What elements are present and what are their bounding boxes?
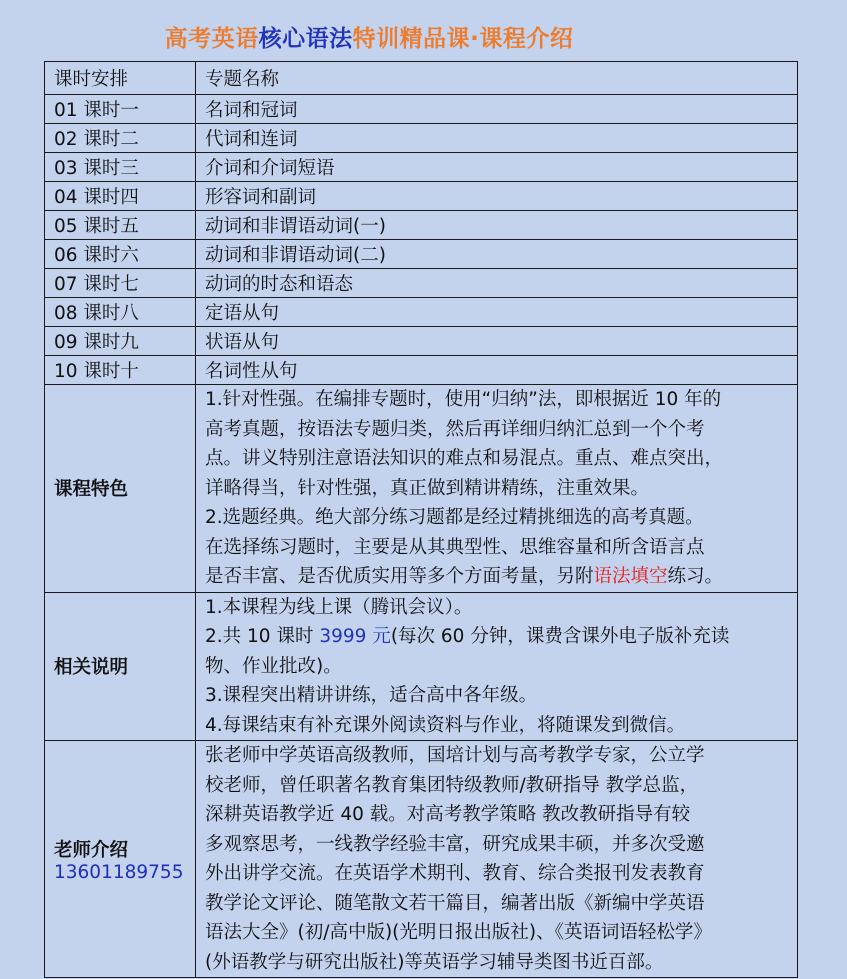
table-row — [45, 124, 798, 153]
features-last-before: 是否丰富、是否优质实用等多个方面考量，另附 — [205, 566, 594, 587]
notes-row — [45, 592, 798, 741]
features-line: 高考真题，按语法专题归类，然后再详细归纳汇总到一个个考 — [205, 418, 705, 440]
notes-line: 物、作业批改)。 — [205, 655, 342, 677]
features-line: 1.针对性强。在编排专题时，使用“归纳”法，即根据近 10 年的 — [205, 389, 722, 410]
table-row — [45, 95, 798, 124]
features-line-last — [205, 562, 797, 592]
lesson-topic: 状语从句 — [196, 327, 798, 356]
teacher-line: 语法大全》(初/高中版)(光明日报出版社)、《英语词语轻松学》 — [205, 922, 712, 943]
lesson-period: 05 课时五 — [45, 211, 196, 240]
teacher-label-cell — [45, 741, 196, 978]
lesson-topic: 动词和非谓语动词(一) — [196, 211, 798, 240]
lesson-period: 08 课时八 — [45, 298, 196, 327]
lesson-period: 03 课时三 — [45, 153, 196, 182]
lesson-period: 04 课时四 — [45, 182, 196, 211]
notes-line: 3.课程突出精讲讲练，适合高中各年级。 — [205, 685, 538, 706]
notes-line: 4.每课结束有补充课外阅读资料与作业，将随课发到微信。 — [205, 714, 686, 736]
title-part-3: 特训精品课·课程介绍 — [352, 26, 574, 52]
lesson-topic: 定语从句 — [196, 298, 798, 327]
teacher-row — [45, 741, 798, 978]
table-row — [45, 153, 798, 182]
lesson-period: 02 课时二 — [45, 124, 196, 153]
lesson-topic: 代词和连词 — [196, 124, 798, 153]
table-row — [45, 298, 798, 327]
notes-line: 1.本课程为线上课（腾讯会议）。 — [205, 596, 473, 618]
table-header-row — [45, 62, 798, 95]
features-line: 详略得当，针对性强，真正做到精讲精练，注重效果。 — [205, 477, 650, 499]
notes-text — [196, 592, 798, 741]
teacher-line: 多观察思考，一线教学经验丰富，研究成果丰硕，并多次受邀 — [205, 833, 705, 855]
teacher-text — [196, 741, 798, 978]
lesson-topic: 名词和冠词 — [196, 95, 798, 124]
teacher-phone[interactable]: 13601189755 — [54, 861, 184, 883]
notes-label: 相关说明 — [45, 592, 196, 741]
features-text — [196, 385, 798, 593]
grammar-fill-highlight: 语法填空 — [593, 566, 668, 587]
teacher-line: 教学论文评论、随笔散文若干篇目，编著出版《新编中学英语 — [205, 892, 705, 914]
title-part-1: 高考英语 — [164, 26, 259, 52]
table-row — [45, 269, 798, 298]
lesson-period: 07 课时七 — [45, 269, 196, 298]
features-line: 在选择练习题时，主要是从其典型性、思维容量和所含语言点 — [205, 536, 705, 558]
title-part-2: 核心语法 — [258, 26, 353, 52]
table-row — [45, 211, 798, 240]
notes-line — [205, 622, 797, 652]
lesson-topic: 形容词和副词 — [196, 182, 798, 211]
features-last-after: 练习。 — [667, 566, 724, 587]
teacher-line: 校老师，曾任职著名教育集团特级教师/教研指导 教学总监， — [205, 774, 699, 796]
lesson-topic: 名词性从句 — [196, 356, 798, 385]
page-title — [0, 20, 738, 53]
lesson-period: 01 课时一 — [45, 95, 196, 124]
teacher-line: 外出讲学交流。在英语学术期刊、教育、综合类报刊发表教育 — [205, 863, 705, 884]
teacher-line: 深耕英语教学近 40 载。对高考教学策略 教改教研指导有较 — [205, 804, 691, 825]
notes-line2-before: 2.共 10 课时 — [205, 626, 320, 647]
features-row — [45, 385, 798, 593]
lesson-topic: 介词和介词短语 — [196, 153, 798, 182]
lesson-period: 10 课时十 — [45, 356, 196, 385]
table-row — [45, 356, 798, 385]
notes-line2-after: (每次 60 分钟，课费含课外电子版补充读 — [390, 626, 730, 647]
features-line: 2.选题经典。绝大部分练习题都是经过精挑细选的高考真题。 — [205, 507, 704, 528]
course-table — [44, 61, 798, 978]
header-period: 课时安排 — [45, 62, 196, 95]
teacher-line: 张老师中学英语高级教师，国培计划与高考教学专家，公立学 — [205, 745, 705, 766]
lesson-topic: 动词和非谓语动词(二) — [196, 240, 798, 269]
table-row — [45, 327, 798, 356]
features-line: 点。讲义特别注意语法知识的难点和易混点。重点、难点突出， — [205, 448, 724, 469]
lesson-topic: 动词的时态和语态 — [196, 269, 798, 298]
teacher-label: 老师介绍 — [54, 839, 129, 861]
table-row — [45, 182, 798, 211]
lesson-period: 06 课时六 — [45, 240, 196, 269]
header-topic: 专题名称 — [196, 62, 798, 95]
lesson-period: 09 课时九 — [45, 327, 196, 356]
features-label: 课程特色 — [45, 385, 196, 593]
table-row — [45, 240, 798, 269]
price-highlight: 3999 元 — [319, 626, 391, 647]
teacher-line: (外语教学与研究出版社)等英语学习辅导类图书近百部。 — [205, 951, 664, 973]
